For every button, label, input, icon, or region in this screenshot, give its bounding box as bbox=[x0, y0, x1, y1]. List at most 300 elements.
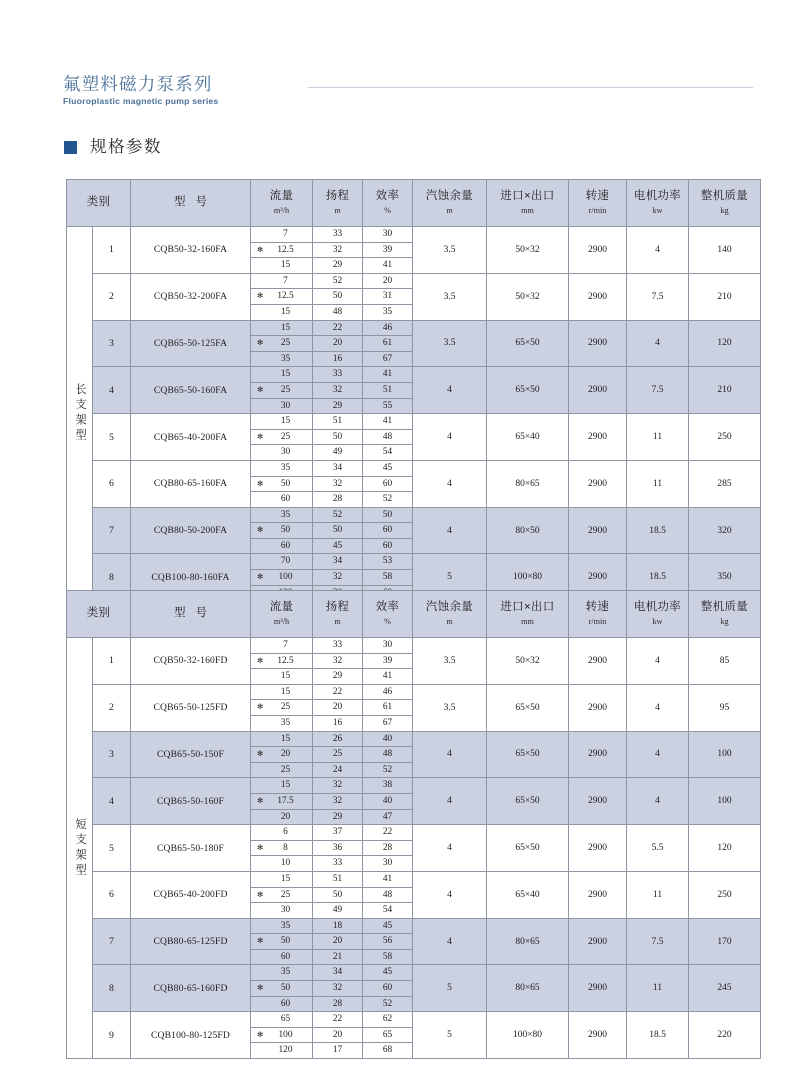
efficiency-values-text: 40 bbox=[382, 795, 393, 806]
table-row bbox=[67, 965, 761, 1012]
head-values-text: 50 bbox=[332, 291, 343, 302]
motor-power-value: 7.5 bbox=[627, 273, 689, 320]
flow-values-text: 15 bbox=[280, 733, 291, 744]
flow-values-item bbox=[251, 934, 312, 950]
flow-values-item bbox=[251, 919, 312, 935]
flow-values-item bbox=[251, 554, 312, 570]
model-name: CQB100-80-160FA bbox=[131, 554, 251, 601]
head-values-text: 22 bbox=[332, 322, 343, 333]
efficiency-values-item bbox=[363, 477, 412, 493]
efficiency-values bbox=[363, 1012, 413, 1059]
flow-values-item bbox=[251, 367, 312, 383]
inlet-outlet-value: 65×50 bbox=[487, 731, 569, 778]
efficiency-values-item bbox=[363, 539, 412, 554]
row-index: 1 bbox=[93, 638, 131, 685]
flow-values bbox=[251, 367, 313, 414]
speed-value: 2900 bbox=[569, 367, 627, 414]
flow-values-item bbox=[251, 841, 312, 857]
head-values-item bbox=[313, 841, 362, 857]
flow-values-text: 15 bbox=[280, 873, 291, 884]
efficiency-values-item bbox=[363, 810, 412, 825]
efficiency-values-item bbox=[363, 981, 412, 997]
head-values bbox=[313, 273, 363, 320]
flow-values-text: 7 bbox=[283, 229, 288, 239]
speed-value: 2900 bbox=[569, 684, 627, 731]
efficiency-values-item bbox=[363, 227, 412, 243]
flow-values-item bbox=[251, 539, 312, 554]
head-values-item bbox=[313, 367, 362, 383]
efficiency-values-text: 41 bbox=[382, 260, 393, 271]
brand-title-en: Fluoroplastic magnetic pump series bbox=[63, 96, 219, 106]
npsh-value: 3.5 bbox=[413, 273, 487, 320]
inlet-outlet-value: 80×65 bbox=[487, 965, 569, 1012]
mass-value: 220 bbox=[689, 1012, 761, 1059]
efficiency-values-item bbox=[363, 700, 412, 716]
head-values bbox=[313, 778, 363, 825]
header-efficiency-unit: % bbox=[384, 617, 391, 627]
head-values-item bbox=[313, 321, 362, 337]
model-name: CQB65-40-200FA bbox=[131, 414, 251, 461]
head-values-text: 37 bbox=[332, 827, 343, 838]
rated-point-marker-icon: ✻ bbox=[257, 749, 264, 759]
efficiency-values-text: 58 bbox=[382, 951, 393, 962]
speed-value: 2900 bbox=[569, 460, 627, 507]
efficiency-values-text: 46 bbox=[382, 686, 393, 697]
mass-value: 85 bbox=[689, 638, 761, 685]
efficiency-values-text: 40 bbox=[382, 733, 393, 744]
motor-power-value: 18.5 bbox=[627, 507, 689, 554]
flow-values-item bbox=[251, 336, 312, 352]
flow-values-text: 15 bbox=[280, 416, 291, 427]
npsh-value: 4 bbox=[413, 460, 487, 507]
header-mass-unit: kg bbox=[720, 206, 729, 216]
efficiency-values-item bbox=[363, 258, 412, 273]
flow-values bbox=[251, 731, 313, 778]
header-category bbox=[67, 591, 131, 638]
head-values-text: 51 bbox=[332, 873, 343, 884]
category-label-cell bbox=[67, 638, 93, 1059]
motor-power-value: 4 bbox=[627, 638, 689, 685]
efficiency-values-text: 39 bbox=[382, 244, 393, 255]
head-values-text: 50 bbox=[332, 889, 343, 900]
rated-point-marker-icon: ✻ bbox=[257, 431, 264, 441]
efficiency-values-text: 22 bbox=[382, 827, 393, 838]
model-name: CQB50-32-200FA bbox=[131, 273, 251, 320]
efficiency-values-item bbox=[363, 1028, 412, 1044]
flow-values-item bbox=[251, 997, 312, 1012]
head-values-item bbox=[313, 903, 362, 918]
table-row bbox=[67, 731, 761, 778]
table-row bbox=[67, 1012, 761, 1059]
flow-values-text: 60 bbox=[280, 951, 291, 962]
efficiency-values-item bbox=[363, 965, 412, 981]
flow-values-item bbox=[251, 872, 312, 888]
speed-value: 2900 bbox=[569, 554, 627, 601]
efficiency-values-text: 52 bbox=[382, 998, 393, 1009]
head-values-text: 50 bbox=[332, 525, 343, 536]
header-flow-unit: m³/h bbox=[273, 206, 290, 216]
efficiency-values-item bbox=[363, 1012, 412, 1028]
table-header-row bbox=[67, 180, 761, 227]
head-values-item bbox=[313, 352, 362, 367]
inlet-outlet-value: 50×32 bbox=[487, 638, 569, 685]
head-values bbox=[313, 871, 363, 918]
header-category-label: 类别 bbox=[86, 607, 111, 620]
rated-point-marker-icon: ✻ bbox=[257, 983, 264, 993]
speed-value: 2900 bbox=[569, 320, 627, 367]
speed-value: 2900 bbox=[569, 414, 627, 461]
head-values-item bbox=[313, 508, 362, 524]
speed-value: 2900 bbox=[569, 825, 627, 872]
head-values-text: 50 bbox=[332, 431, 343, 442]
efficiency-values-text: 60 bbox=[382, 478, 393, 489]
flow-values-text: 25 bbox=[280, 889, 291, 900]
flow-values bbox=[251, 320, 313, 367]
efficiency-values-item bbox=[363, 523, 412, 539]
header-mass bbox=[689, 180, 761, 227]
head-values-text: 20 bbox=[332, 1029, 343, 1040]
mass-value: 140 bbox=[689, 227, 761, 274]
flow-values bbox=[251, 918, 313, 965]
model-name: CQB80-65-125FD bbox=[131, 918, 251, 965]
speed-value: 2900 bbox=[569, 638, 627, 685]
inlet-outlet-value: 65×40 bbox=[487, 871, 569, 918]
efficiency-values-item bbox=[363, 336, 412, 352]
head-values-text: 33 bbox=[332, 369, 343, 380]
npsh-value: 5 bbox=[413, 965, 487, 1012]
flow-values-text: 60 bbox=[280, 540, 291, 551]
head-values-text: 28 bbox=[332, 494, 343, 505]
flow-values-item bbox=[251, 305, 312, 320]
head-values-text: 24 bbox=[332, 764, 343, 775]
row-index: 5 bbox=[93, 414, 131, 461]
efficiency-values-item bbox=[363, 716, 412, 731]
head-values-text: 26 bbox=[332, 733, 343, 744]
head-values-item bbox=[313, 477, 362, 493]
flow-values-text: 35 bbox=[280, 509, 291, 520]
header-motor-power bbox=[627, 591, 689, 638]
flow-values-text: 25 bbox=[280, 384, 291, 395]
motor-power-value: 7.5 bbox=[627, 918, 689, 965]
head-values bbox=[313, 320, 363, 367]
head-values-text: 51 bbox=[332, 416, 343, 427]
table-row bbox=[67, 638, 761, 685]
efficiency-values-item bbox=[363, 685, 412, 701]
row-index: 7 bbox=[93, 918, 131, 965]
head-values-text: 16 bbox=[332, 717, 343, 728]
flow-values-text: 35 bbox=[280, 967, 291, 978]
rated-point-marker-icon: ✻ bbox=[257, 795, 264, 805]
mass-value: 210 bbox=[689, 367, 761, 414]
efficiency-values-item bbox=[363, 383, 412, 399]
inlet-outlet-value: 80×65 bbox=[487, 918, 569, 965]
flow-values-text: 25 bbox=[280, 431, 291, 442]
head-values-item bbox=[313, 383, 362, 399]
row-index: 5 bbox=[93, 825, 131, 872]
flow-values-item bbox=[251, 1028, 312, 1044]
flow-values-text: 10 bbox=[280, 858, 291, 869]
efficiency-values-text: 30 bbox=[382, 858, 393, 869]
flow-values-text: 30 bbox=[280, 447, 291, 458]
head-values-text: 32 bbox=[332, 478, 343, 489]
npsh-value: 4 bbox=[413, 871, 487, 918]
head-values bbox=[313, 367, 363, 414]
rated-point-marker-icon: ✻ bbox=[257, 842, 264, 852]
header-inlet-outlet-unit: mm bbox=[521, 617, 534, 627]
efficiency-values-text: 48 bbox=[382, 431, 393, 442]
efficiency-values-item bbox=[363, 414, 412, 430]
head-values-item bbox=[313, 289, 362, 305]
header-efficiency-label: 效率 bbox=[375, 601, 400, 614]
efficiency-values-text: 30 bbox=[382, 640, 393, 650]
table-row bbox=[67, 227, 761, 274]
flow-values-item bbox=[251, 669, 312, 684]
header-npsh bbox=[413, 180, 487, 227]
rated-point-marker-icon: ✻ bbox=[257, 1029, 264, 1039]
header-head bbox=[313, 180, 363, 227]
flow-values-item bbox=[251, 825, 312, 841]
head-values-text: 36 bbox=[332, 842, 343, 853]
flow-values-text: 25 bbox=[280, 764, 291, 775]
head-values bbox=[313, 825, 363, 872]
efficiency-values bbox=[363, 460, 413, 507]
efficiency-values-item bbox=[363, 445, 412, 460]
head-values-item bbox=[313, 965, 362, 981]
inlet-outlet-value: 65×50 bbox=[487, 320, 569, 367]
head-values-item bbox=[313, 950, 362, 965]
section-heading bbox=[64, 138, 162, 156]
efficiency-values-item bbox=[363, 825, 412, 841]
head-values-text: 33 bbox=[332, 229, 343, 239]
efficiency-values-text: 51 bbox=[382, 384, 393, 395]
table-row bbox=[67, 414, 761, 461]
flow-values bbox=[251, 825, 313, 872]
model-name: CQB100-80-125FD bbox=[131, 1012, 251, 1059]
flow-values-text: 30 bbox=[280, 905, 291, 916]
header-npsh-label: 汽蚀余量 bbox=[425, 601, 474, 614]
flow-values-item bbox=[251, 430, 312, 446]
efficiency-values-text: 41 bbox=[382, 369, 393, 380]
motor-power-value: 11 bbox=[627, 871, 689, 918]
rated-point-marker-icon: ✻ bbox=[257, 936, 264, 946]
header-inlet-outlet bbox=[487, 180, 569, 227]
flow-values bbox=[251, 1012, 313, 1059]
flow-values-text: 35 bbox=[280, 920, 291, 931]
head-values-item bbox=[313, 888, 362, 904]
flow-values-text: 20 bbox=[280, 811, 291, 822]
head-values-item bbox=[313, 778, 362, 794]
spec-table-long-bracket bbox=[66, 179, 761, 601]
efficiency-values-text: 41 bbox=[382, 671, 393, 682]
npsh-value: 3.5 bbox=[413, 320, 487, 367]
square-bullet-icon bbox=[64, 141, 77, 154]
npsh-value: 5 bbox=[413, 1012, 487, 1059]
head-values-text: 52 bbox=[332, 509, 343, 520]
flow-values-item bbox=[251, 461, 312, 477]
flow-values-item bbox=[251, 638, 312, 654]
table-row bbox=[67, 273, 761, 320]
efficiency-values-text: 45 bbox=[382, 967, 393, 978]
head-values-text: 32 bbox=[332, 572, 343, 583]
flow-values-item bbox=[251, 321, 312, 337]
npsh-value: 4 bbox=[413, 825, 487, 872]
flow-values bbox=[251, 778, 313, 825]
flow-values-text: 35 bbox=[280, 353, 291, 364]
head-values-text: 32 bbox=[332, 244, 343, 255]
efficiency-values bbox=[363, 273, 413, 320]
head-values-text: 17 bbox=[332, 1045, 343, 1056]
flow-values bbox=[251, 684, 313, 731]
efficiency-values-item bbox=[363, 305, 412, 320]
header-npsh-label: 汽蚀余量 bbox=[425, 190, 474, 203]
efficiency-values-text: 65 bbox=[382, 1029, 393, 1040]
row-index: 1 bbox=[93, 227, 131, 274]
mass-value: 120 bbox=[689, 320, 761, 367]
inlet-outlet-value: 50×32 bbox=[487, 227, 569, 274]
head-values-item bbox=[313, 700, 362, 716]
flow-values-text: 35 bbox=[280, 717, 291, 728]
speed-value: 2900 bbox=[569, 1012, 627, 1059]
header-efficiency bbox=[363, 180, 413, 227]
speed-value: 2900 bbox=[569, 965, 627, 1012]
flow-values-text: 30 bbox=[280, 400, 291, 411]
model-name: CQB50-32-160FA bbox=[131, 227, 251, 274]
motor-power-value: 4 bbox=[627, 684, 689, 731]
rated-point-marker-icon: ✻ bbox=[257, 384, 264, 394]
flow-values-item bbox=[251, 716, 312, 731]
flow-values-item bbox=[251, 981, 312, 997]
npsh-value: 4 bbox=[413, 778, 487, 825]
row-index: 6 bbox=[93, 460, 131, 507]
header-efficiency bbox=[363, 591, 413, 638]
rated-point-marker-icon: ✻ bbox=[257, 572, 264, 582]
efficiency-values-text: 50 bbox=[382, 509, 393, 520]
flow-values-item bbox=[251, 763, 312, 778]
header-head bbox=[313, 591, 363, 638]
head-values-item bbox=[313, 1012, 362, 1028]
npsh-value: 3.5 bbox=[413, 227, 487, 274]
flow-values-text: 12.5 bbox=[277, 655, 294, 666]
flow-values bbox=[251, 273, 313, 320]
npsh-value: 4 bbox=[413, 414, 487, 461]
header-head-label: 扬程 bbox=[325, 190, 350, 203]
head-values-item bbox=[313, 523, 362, 539]
table-row bbox=[67, 507, 761, 554]
motor-power-value: 18.5 bbox=[627, 1012, 689, 1059]
header-efficiency-unit: % bbox=[384, 206, 391, 216]
mass-value: 100 bbox=[689, 731, 761, 778]
efficiency-values-item bbox=[363, 352, 412, 367]
header-motor-power-label: 电机功率 bbox=[633, 190, 682, 203]
flow-values bbox=[251, 227, 313, 274]
efficiency-values-item bbox=[363, 950, 412, 965]
efficiency-values-item bbox=[363, 841, 412, 857]
head-values-text: 29 bbox=[332, 400, 343, 411]
efficiency-values-item bbox=[363, 508, 412, 524]
efficiency-values bbox=[363, 871, 413, 918]
head-values-text: 32 bbox=[332, 384, 343, 395]
npsh-value: 4 bbox=[413, 367, 487, 414]
head-values-text: 32 bbox=[332, 655, 343, 666]
flow-values-item bbox=[251, 399, 312, 414]
head-values-text: 29 bbox=[332, 260, 343, 271]
head-values-item bbox=[313, 430, 362, 446]
mass-value: 120 bbox=[689, 825, 761, 872]
head-values-text: 20 bbox=[332, 702, 343, 713]
efficiency-values-item bbox=[363, 903, 412, 918]
rated-point-marker-icon: ✻ bbox=[257, 702, 264, 712]
head-values-text: 16 bbox=[332, 353, 343, 364]
head-values-item bbox=[313, 919, 362, 935]
header-inlet-outlet-label: 进口×出口 bbox=[500, 601, 555, 614]
inlet-outlet-value: 50×32 bbox=[487, 273, 569, 320]
head-values-item bbox=[313, 336, 362, 352]
flow-values-item bbox=[251, 477, 312, 493]
head-values bbox=[313, 507, 363, 554]
flow-values-item bbox=[251, 794, 312, 810]
head-values-text: 34 bbox=[332, 967, 343, 978]
flow-values-item bbox=[251, 227, 312, 243]
efficiency-values-text: 67 bbox=[382, 353, 393, 364]
flow-values bbox=[251, 460, 313, 507]
flow-values-text: 50 bbox=[280, 983, 291, 994]
section-title: 规格参数 bbox=[90, 138, 162, 156]
flow-values-item bbox=[251, 1012, 312, 1028]
flow-values-text: 7 bbox=[283, 640, 288, 650]
flow-values-text: 60 bbox=[280, 998, 291, 1009]
head-values-text: 49 bbox=[332, 905, 343, 916]
header-flow-unit: m³/h bbox=[273, 617, 290, 627]
head-values-text: 21 bbox=[332, 951, 343, 962]
flow-values-item bbox=[251, 414, 312, 430]
efficiency-values-text: 48 bbox=[382, 889, 393, 900]
efficiency-values-text: 61 bbox=[382, 702, 393, 713]
npsh-value: 3.5 bbox=[413, 638, 487, 685]
speed-value: 2900 bbox=[569, 778, 627, 825]
row-index: 9 bbox=[93, 1012, 131, 1059]
head-values-text: 29 bbox=[332, 811, 343, 822]
efficiency-values-text: 60 bbox=[382, 540, 393, 551]
motor-power-value: 18.5 bbox=[627, 554, 689, 601]
header-speed bbox=[569, 180, 627, 227]
efficiency-values-item bbox=[363, 778, 412, 794]
efficiency-values-text: 68 bbox=[382, 1045, 393, 1056]
head-values-text: 32 bbox=[332, 983, 343, 994]
header-speed-unit: r/min bbox=[588, 206, 607, 216]
efficiency-values-text: 60 bbox=[382, 525, 393, 536]
mass-value: 170 bbox=[689, 918, 761, 965]
flow-values-text: 15 bbox=[280, 306, 291, 317]
efficiency-values-text: 39 bbox=[382, 655, 393, 666]
head-values-item bbox=[313, 934, 362, 950]
head-values bbox=[313, 731, 363, 778]
flow-values-text: 100 bbox=[278, 1029, 293, 1040]
head-values-text: 52 bbox=[332, 275, 343, 286]
efficiency-values bbox=[363, 918, 413, 965]
head-values-item bbox=[313, 492, 362, 507]
model-name: CQB65-50-160F bbox=[131, 778, 251, 825]
header-model bbox=[131, 180, 251, 227]
motor-power-value: 4 bbox=[627, 227, 689, 274]
efficiency-values-text: 54 bbox=[382, 447, 393, 458]
efficiency-values-text: 60 bbox=[382, 983, 393, 994]
inlet-outlet-value: 65×50 bbox=[487, 684, 569, 731]
flow-values-item bbox=[251, 888, 312, 904]
flow-values bbox=[251, 414, 313, 461]
efficiency-values bbox=[363, 965, 413, 1012]
efficiency-values-text: 61 bbox=[382, 338, 393, 349]
flow-values-text: 15 bbox=[280, 671, 291, 682]
